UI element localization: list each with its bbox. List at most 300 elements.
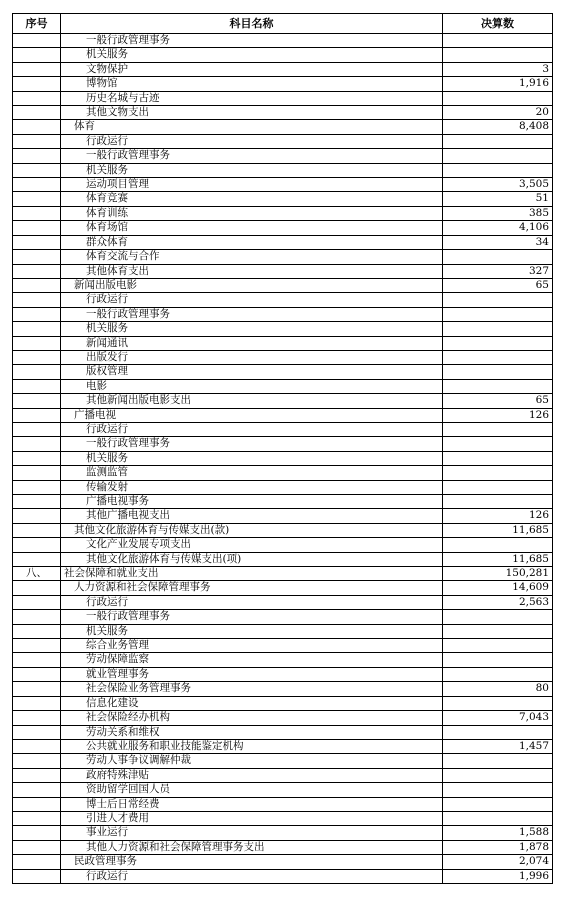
row-seq [13, 466, 61, 480]
row-amount [443, 322, 553, 336]
row-subject-name [61, 739, 443, 753]
row-amount: 3,505 [443, 178, 553, 192]
row-seq [13, 394, 61, 408]
row-seq [13, 134, 61, 148]
row-amount: 1,878 [443, 840, 553, 854]
subject-label: 行政运行 [86, 422, 128, 435]
subject-label: 社会保险经办机构 [86, 711, 170, 724]
table-row [13, 711, 553, 725]
row-subject-name [61, 855, 443, 869]
row-subject-name [61, 365, 443, 379]
row-subject-name [61, 106, 443, 120]
table-row [13, 91, 553, 105]
row-subject-name [61, 379, 443, 393]
subject-label: 其他文化旅游体育与传媒支出(项) [86, 552, 242, 565]
row-amount [443, 639, 553, 653]
row-amount [443, 34, 553, 48]
row-seq [13, 811, 61, 825]
row-amount: 3 [443, 62, 553, 76]
row-amount [443, 422, 553, 436]
row-seq [13, 797, 61, 811]
table-row [13, 149, 553, 163]
table-row [13, 278, 553, 292]
row-subject-name [61, 552, 443, 566]
subject-label: 社会保障和就业支出 [64, 567, 159, 580]
row-subject-name [61, 523, 443, 537]
row-amount [443, 754, 553, 768]
subject-label: 历史名城与古迹 [86, 91, 160, 104]
table-row [13, 178, 553, 192]
table-row [13, 350, 553, 364]
row-seq [13, 91, 61, 105]
table-row [13, 163, 553, 177]
subject-label: 行政运行 [86, 293, 128, 306]
subject-label: 其他广播电视支出 [86, 509, 170, 522]
header-seq: 序号 [13, 14, 61, 34]
row-subject-name [61, 293, 443, 307]
table-row [13, 768, 553, 782]
row-subject-name [61, 322, 443, 336]
subject-label: 体育交流与合作 [86, 250, 160, 263]
row-subject-name [61, 350, 443, 364]
table-header-row [13, 14, 553, 34]
row-subject-name [61, 783, 443, 797]
row-subject-name [61, 826, 443, 840]
row-subject-name [61, 134, 443, 148]
row-seq [13, 682, 61, 696]
row-amount: 327 [443, 264, 553, 278]
row-subject-name [61, 77, 443, 91]
row-seq [13, 739, 61, 753]
row-seq [13, 163, 61, 177]
table-row [13, 725, 553, 739]
subject-label: 劳动保障监察 [86, 653, 149, 666]
row-amount [443, 307, 553, 321]
row-subject-name [61, 725, 443, 739]
row-seq [13, 581, 61, 595]
row-amount [443, 783, 553, 797]
row-amount: 1,916 [443, 77, 553, 91]
row-subject-name [61, 667, 443, 681]
row-seq [13, 34, 61, 48]
table-row [13, 480, 553, 494]
row-amount: 65 [443, 394, 553, 408]
subject-label: 版权管理 [86, 365, 128, 378]
row-seq [13, 610, 61, 624]
budget-table-sheet [12, 13, 552, 884]
budget-table [12, 13, 553, 884]
table-row [13, 192, 553, 206]
row-seq [13, 293, 61, 307]
subject-label: 机关服务 [86, 48, 128, 61]
row-amount: 4,106 [443, 221, 553, 235]
row-amount [443, 653, 553, 667]
subject-label: 体育 [74, 120, 95, 133]
row-seq [13, 264, 61, 278]
subject-label: 机关服务 [86, 451, 128, 464]
subject-label: 社会保险业务管理事务 [86, 682, 191, 695]
row-seq [13, 437, 61, 451]
row-amount: 1,588 [443, 826, 553, 840]
row-amount: 34 [443, 235, 553, 249]
table-row [13, 783, 553, 797]
table-row [13, 48, 553, 62]
subject-label: 引进人才费用 [86, 811, 149, 824]
row-subject-name [61, 567, 443, 581]
subject-label: 其他文物支出 [86, 106, 149, 119]
row-seq [13, 149, 61, 163]
row-amount [443, 48, 553, 62]
subject-label: 就业管理事务 [86, 667, 149, 680]
table-row [13, 250, 553, 264]
row-seq [13, 768, 61, 782]
row-subject-name [61, 149, 443, 163]
row-subject-name [61, 221, 443, 235]
subject-label: 出版发行 [86, 350, 128, 363]
row-seq [13, 365, 61, 379]
table-row [13, 134, 553, 148]
subject-label: 行政运行 [86, 869, 128, 882]
subject-label: 监测监管 [86, 466, 128, 479]
table-row [13, 495, 553, 509]
row-seq [13, 869, 61, 883]
row-seq [13, 783, 61, 797]
table-body [13, 34, 553, 884]
subject-label: 广播电视事务 [86, 495, 149, 507]
row-amount: 20 [443, 106, 553, 120]
row-amount: 126 [443, 408, 553, 422]
table-row [13, 797, 553, 811]
row-amount: 65 [443, 278, 553, 292]
subject-label: 体育竞赛 [86, 192, 128, 205]
row-subject-name [61, 48, 443, 62]
row-amount [443, 725, 553, 739]
row-seq [13, 422, 61, 436]
subject-label: 一般行政管理事务 [86, 149, 170, 162]
row-amount [443, 163, 553, 177]
subject-label: 体育场馆 [86, 221, 128, 234]
subject-label: 信息化建设 [86, 696, 139, 709]
row-subject-name [61, 235, 443, 249]
row-subject-name [61, 696, 443, 710]
table-row [13, 307, 553, 321]
row-seq [13, 624, 61, 638]
row-amount: 14,609 [443, 581, 553, 595]
row-seq: 八、 [13, 567, 61, 581]
subject-label: 运动项目管理 [86, 178, 149, 191]
table-row [13, 754, 553, 768]
row-amount [443, 696, 553, 710]
table-row [13, 826, 553, 840]
row-amount: 2,074 [443, 855, 553, 869]
row-amount: 7,043 [443, 711, 553, 725]
table-row [13, 567, 553, 581]
row-subject-name [61, 581, 443, 595]
row-subject-name [61, 250, 443, 264]
row-amount [443, 134, 553, 148]
subject-label: 公共就业服务和职业技能鉴定机构 [86, 739, 244, 752]
row-amount: 126 [443, 509, 553, 523]
row-seq [13, 639, 61, 653]
subject-label: 一般行政管理事务 [86, 437, 170, 450]
subject-label: 体育训练 [86, 206, 128, 219]
row-seq [13, 826, 61, 840]
table-row [13, 653, 553, 667]
row-seq [13, 495, 61, 509]
row-seq [13, 725, 61, 739]
row-amount [443, 811, 553, 825]
table-row [13, 62, 553, 76]
row-subject-name [61, 206, 443, 220]
row-seq [13, 235, 61, 249]
subject-label: 其他体育支出 [86, 264, 149, 277]
table-row [13, 667, 553, 681]
table-row [13, 394, 553, 408]
row-subject-name [61, 869, 443, 883]
table-row [13, 221, 553, 235]
subject-label: 机关服务 [86, 163, 128, 176]
row-seq [13, 408, 61, 422]
subject-label: 行政运行 [86, 134, 128, 147]
row-seq [13, 840, 61, 854]
row-amount [443, 149, 553, 163]
table-row [13, 682, 553, 696]
row-subject-name [61, 34, 443, 48]
row-subject-name [61, 394, 443, 408]
row-subject-name [61, 495, 443, 509]
table-row [13, 322, 553, 336]
row-subject-name [61, 811, 443, 825]
row-seq [13, 322, 61, 336]
header-final-amount: 决算数 [443, 14, 553, 34]
row-seq [13, 855, 61, 869]
subject-label: 文物保护 [86, 62, 128, 75]
row-subject-name [61, 538, 443, 552]
row-subject-name [61, 639, 443, 653]
table-row [13, 552, 553, 566]
table-row [13, 610, 553, 624]
table-row [13, 869, 553, 883]
row-seq [13, 379, 61, 393]
row-subject-name [61, 711, 443, 725]
row-amount [443, 495, 553, 509]
row-amount [443, 768, 553, 782]
row-subject-name [61, 624, 443, 638]
table-row [13, 509, 553, 523]
row-amount [443, 336, 553, 350]
row-seq [13, 278, 61, 292]
row-subject-name [61, 451, 443, 465]
row-amount [443, 797, 553, 811]
row-amount: 150,281 [443, 567, 553, 581]
table-row [13, 811, 553, 825]
row-amount: 51 [443, 192, 553, 206]
row-subject-name [61, 264, 443, 278]
row-seq [13, 106, 61, 120]
table-row [13, 264, 553, 278]
row-amount [443, 91, 553, 105]
row-subject-name [61, 91, 443, 105]
row-seq [13, 192, 61, 206]
row-subject-name [61, 422, 443, 436]
row-amount: 385 [443, 206, 553, 220]
row-subject-name [61, 278, 443, 292]
row-subject-name [61, 163, 443, 177]
table-row [13, 408, 553, 422]
row-subject-name [61, 120, 443, 134]
row-seq [13, 538, 61, 552]
row-subject-name [61, 509, 443, 523]
table-row [13, 235, 553, 249]
table-row [13, 293, 553, 307]
row-amount [443, 538, 553, 552]
subject-label: 新闻通讯 [86, 336, 128, 349]
row-seq [13, 552, 61, 566]
subject-label: 广播电视 [74, 408, 116, 421]
table-row [13, 639, 553, 653]
subject-label: 一般行政管理事务 [86, 610, 170, 623]
row-seq [13, 509, 61, 523]
header-subject-name: 科目名称 [61, 14, 443, 34]
table-row [13, 206, 553, 220]
row-seq [13, 653, 61, 667]
row-amount: 11,685 [443, 523, 553, 537]
subject-label: 机关服务 [86, 322, 128, 335]
subject-label: 新闻出版电影 [74, 278, 137, 291]
row-subject-name [61, 682, 443, 696]
table-row [13, 77, 553, 91]
row-amount: 8,408 [443, 120, 553, 134]
subject-label: 机关服务 [86, 624, 128, 637]
table-row [13, 120, 553, 134]
row-amount [443, 451, 553, 465]
row-seq [13, 711, 61, 725]
row-seq [13, 77, 61, 91]
row-subject-name [61, 192, 443, 206]
row-seq [13, 221, 61, 235]
row-seq [13, 48, 61, 62]
row-seq [13, 754, 61, 768]
row-amount [443, 667, 553, 681]
table-row [13, 422, 553, 436]
subject-label: 博士后日常经费 [86, 797, 160, 810]
table-row [13, 840, 553, 854]
subject-label: 一般行政管理事务 [86, 34, 170, 46]
subject-label: 劳动关系和维权 [86, 725, 160, 738]
table-row [13, 855, 553, 869]
row-amount [443, 365, 553, 379]
row-subject-name [61, 437, 443, 451]
subject-label: 其他人力资源和社会保障管理事务支出 [86, 840, 265, 853]
table-row [13, 466, 553, 480]
row-amount: 80 [443, 682, 553, 696]
row-seq [13, 480, 61, 494]
subject-label: 事业运行 [86, 826, 128, 839]
row-subject-name [61, 178, 443, 192]
row-amount [443, 466, 553, 480]
table-row [13, 538, 553, 552]
subject-label: 政府特殊津贴 [86, 768, 149, 781]
row-subject-name [61, 466, 443, 480]
row-seq [13, 667, 61, 681]
row-seq [13, 250, 61, 264]
subject-label: 传输发射 [86, 480, 128, 493]
row-seq [13, 62, 61, 76]
row-amount: 11,685 [443, 552, 553, 566]
row-amount [443, 624, 553, 638]
row-amount [443, 480, 553, 494]
table-row [13, 739, 553, 753]
row-subject-name [61, 62, 443, 76]
row-seq [13, 178, 61, 192]
row-subject-name [61, 653, 443, 667]
row-subject-name [61, 595, 443, 609]
table-row [13, 437, 553, 451]
row-seq [13, 307, 61, 321]
table-row [13, 624, 553, 638]
subject-label: 文化产业发展专项支出 [86, 538, 191, 551]
row-seq [13, 595, 61, 609]
subject-label: 人力资源和社会保障管理事务 [74, 581, 211, 594]
table-row [13, 106, 553, 120]
row-amount: 1,996 [443, 869, 553, 883]
row-amount [443, 293, 553, 307]
row-seq [13, 523, 61, 537]
table-row [13, 34, 553, 48]
subject-label: 电影 [86, 379, 107, 392]
row-subject-name [61, 610, 443, 624]
row-amount [443, 350, 553, 364]
row-amount [443, 379, 553, 393]
table-row [13, 379, 553, 393]
row-seq [13, 336, 61, 350]
row-seq [13, 120, 61, 134]
subject-label: 资助留学回国人员 [86, 783, 170, 796]
table-row [13, 336, 553, 350]
row-amount: 1,457 [443, 739, 553, 753]
row-subject-name [61, 797, 443, 811]
subject-label: 行政运行 [86, 595, 128, 608]
row-seq [13, 350, 61, 364]
subject-label: 民政管理事务 [74, 855, 137, 868]
subject-label: 其他新闻出版电影支出 [86, 394, 191, 407]
row-subject-name [61, 840, 443, 854]
subject-label: 综合业务管理 [86, 639, 149, 652]
subject-label: 群众体育 [86, 235, 128, 248]
row-amount [443, 250, 553, 264]
subject-label: 一般行政管理事务 [86, 307, 170, 320]
subject-label: 博物馆 [86, 77, 118, 90]
table-row [13, 581, 553, 595]
row-subject-name [61, 754, 443, 768]
row-subject-name [61, 336, 443, 350]
row-seq [13, 206, 61, 220]
table-row [13, 451, 553, 465]
subject-label: 其他文化旅游体育与传媒支出(款) [74, 523, 230, 536]
subject-label: 劳动人事争议调解仲裁 [86, 754, 191, 767]
table-row [13, 365, 553, 379]
row-subject-name [61, 768, 443, 782]
row-amount [443, 437, 553, 451]
row-seq [13, 696, 61, 710]
row-seq [13, 451, 61, 465]
row-amount [443, 610, 553, 624]
row-amount: 2,563 [443, 595, 553, 609]
row-subject-name [61, 307, 443, 321]
table-row [13, 523, 553, 537]
table-row [13, 595, 553, 609]
row-subject-name [61, 480, 443, 494]
